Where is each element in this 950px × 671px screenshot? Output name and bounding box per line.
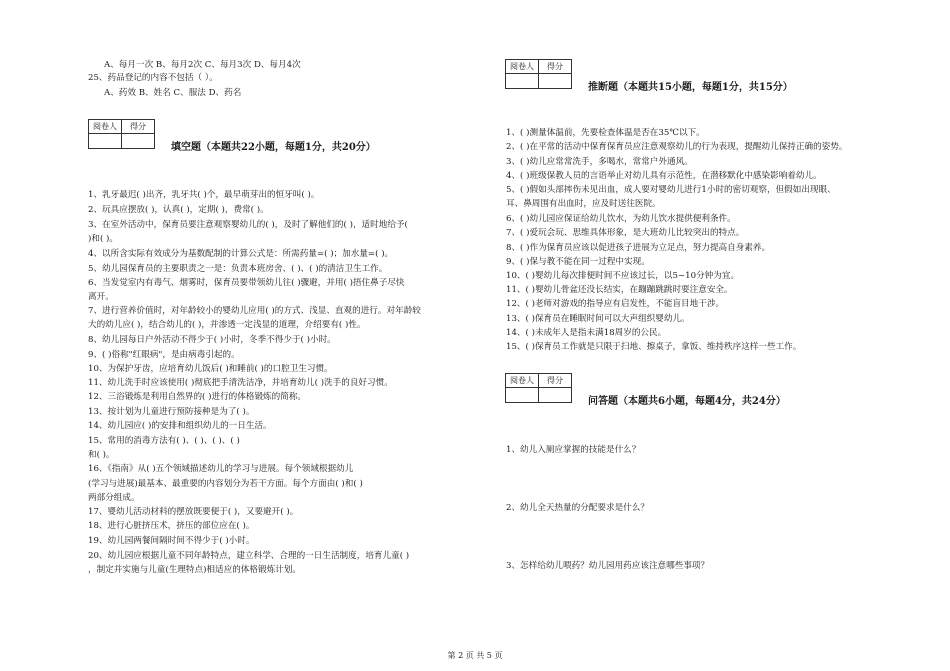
fill-blank-line: 12、三浴锻炼是利用自然界的( )进行的体格锻炼的简称。 [88, 392, 307, 402]
fill-blank-section-title: 填空题（本题共22小题，每题1分，共20分） [171, 142, 376, 153]
reviewer-cell [506, 388, 539, 403]
fill-blank-score-box [88, 119, 155, 149]
judge-line: 4、( )班级保教人员的言语举止对幼儿具有示范性，在潜移默化中感染影响着幼儿。 [506, 171, 822, 181]
judge-line: 13、( )保育员在睡眠时间可以大声组织婴幼儿。 [506, 314, 690, 324]
fill-blank-line: 19、幼儿园两餐间隔时间不得少于( )小时。 [88, 536, 255, 546]
fill-blank-line: 7、进行营养价值时，对年龄较小的婴幼儿应用( )的方式、浅显、直观的进行。对年龄较 [88, 306, 421, 316]
fill-blank-line: 1、乳牙最迟( )出齐，乳牙共( )个，最早萌芽出的恒牙叫( )。 [88, 190, 320, 200]
fill-blank-line: 13、按计划为儿童进行预防接种是为了( )。 [88, 407, 255, 417]
fill-blank-line: 15、常用的消毒方法有( )、( )、( )、( ) [88, 436, 240, 446]
fill-blank-line: 18、进行心脏挤压术，挤压的部位应在( )。 [88, 521, 255, 531]
fill-blank-line: 11、幼儿洗手时应该使用( )彻底把手清洗洁净，并培育幼儿( )洗手的良好习惯。 [88, 378, 393, 388]
judge-line: 耳、鼻周围有出血时，应及时送往医院。 [506, 199, 661, 209]
fill-blank-line: 20、幼儿园应根据儿童不同年龄特点，建立科学、合理的一日生活制度，培育儿童( ) [88, 551, 410, 561]
fill-blank-line: 大的幼儿应( )，结合幼儿的( )，并渗透一定浅显的道理，介绍要有( )性。 [88, 320, 366, 330]
score-label: 得分 [122, 120, 155, 134]
fill-blank-line: 6、当发觉室内有毒气、烟雾时，保育员要带领幼儿往( )骤避，并用( )捂住鼻子尽快 [88, 278, 405, 288]
score-cell [539, 388, 572, 403]
judge-line: 14、( )未成年人是指未满18周岁的公民。 [506, 328, 667, 338]
judge-line: 2、( )在平常的活动中保育保育员应注意观察幼儿的行为表现，提醒幼儿保持正确的姿势。 [506, 142, 848, 152]
fill-blank-line: 14、幼儿园应( )的安排和组织幼儿的一日生活。 [88, 421, 272, 431]
judge-line: 9、( )保与教不能在同一过程中实现。 [506, 257, 650, 267]
question-25: 25、药品登记的内容不包括（ ）。 [88, 73, 218, 83]
judge-line: 11、( )婴幼儿骨盆还没长结实，在蹦蹦跳跳时要注意安全。 [506, 285, 733, 295]
reviewer-cell [89, 134, 122, 149]
score-label: 得分 [539, 60, 572, 74]
judge-line: 1、( )测量体温前，先要检查体温是否在35℃以下。 [506, 128, 705, 138]
fill-blank-line: 3、在室外活动中，保育员要注意观察婴幼儿的( )，及时了解他们的( )，适时地给予( [88, 220, 408, 230]
judge-line: 10、( )婴幼儿每次排便时间不应该过长，以5~10分钟为宜。 [506, 271, 740, 281]
reviewer-label: 阅卷人 [506, 374, 539, 388]
judge-section-title: 推断题（本题共15小题，每题1分，共15分） [588, 82, 793, 93]
fill-blank-line: )和( )。 [88, 234, 118, 244]
fill-blank-line: 16、《指南》从( )五个领域描述幼儿的学习与进展。每个领域根据幼儿 [88, 464, 354, 474]
reviewer-cell [506, 74, 539, 89]
fill-blank-line: 4、以所含实际有效成分为基数配制的计算公式是：所需药量=( )；加水量=( )。 [88, 249, 394, 259]
qa-question: 2、幼儿全天热量的分配要求是什么？ [506, 503, 649, 513]
fill-blank-line: 8、幼儿园每日户外活动不得少于( )小时，冬季不得少于( )小时。 [88, 335, 336, 345]
fill-blank-line: 2、玩具应摆放( )，认真( )，定期( )，费常( )。 [88, 205, 269, 215]
question-24-options: A、每月一次 B、每月2次 C、每月3次 D、每月4次 [104, 60, 301, 70]
qa-section-title: 问答题（本题共6小题，每题4分，共24分） [588, 396, 786, 407]
fill-blank-line: 和( )。 [88, 450, 115, 460]
judge-line: 15、( )保育员工作就是只限于扫地、擦桌子，拿饭、维持秩序这样一些工作。 [506, 342, 802, 352]
fill-blank-line: 两部分组成。 [88, 493, 140, 503]
judge-line: 12、( )老师对游戏的指导应有启发性，不能盲目地干涉。 [506, 299, 725, 309]
fill-blank-line: (学习与进展)最基本、最重要的内容划分为若干方面。每个方面由( )和( ) [88, 479, 363, 489]
qa-score-box [505, 373, 572, 403]
judge-line: 3、( )幼儿应常常洗手，多喝水，常常户外通风。 [506, 157, 693, 167]
score-cell [539, 74, 572, 89]
judge-line: 7、( )爱玩会玩、思维具体形象，是大班幼儿比较突出的特点。 [506, 228, 745, 238]
page-footer: 第 2 页 共 5 页 [447, 651, 503, 660]
fill-blank-line: 9、( )俗称"红眼病"，是由病毒引起的。 [88, 350, 240, 360]
reviewer-label: 阅卷人 [89, 120, 122, 134]
fill-blank-line: 离开。 [88, 292, 114, 302]
qa-question: 3、怎样给幼儿喂药？幼儿园用药应该注意哪些事项？ [506, 561, 710, 571]
fill-blank-line: 5、幼儿园保育员的主要职责之一是：负责本班房舍、( )、( )的清洁卫生工作。 [88, 264, 388, 274]
fill-blank-line: ，制定并实施与儿童(生理特点)相适应的体格锻炼计划。 [88, 565, 301, 575]
fill-blank-line: 10、为保护牙齿，应培育幼儿饭后( )和睡前( )的口腔卫生习惯。 [88, 364, 333, 374]
judge-line: 8、( )作为保育员应该以促进孩子进展为立足点，努力提高自身素养。 [506, 243, 771, 253]
qa-question: 1、幼儿入厕应掌握的技能是什么？ [506, 445, 641, 455]
question-25-options: A、药效 B、姓名 C、服法 D、药名 [104, 88, 242, 98]
score-label: 得分 [539, 374, 572, 388]
judge-score-box [505, 59, 572, 89]
judge-line: 5、( )假如头部摔伤未见出血，成人要对婴幼儿进行1小时的密切观察，但假如出现眼、 [506, 185, 836, 195]
score-cell [122, 134, 155, 149]
judge-line: 6、( )幼儿园应保证给幼儿饮水，为幼儿饮水提供便利条件。 [506, 214, 736, 224]
reviewer-label: 阅卷人 [506, 60, 539, 74]
fill-blank-line: 17、婴幼儿活动材料的摆放既要便于( )，又要避开( )。 [88, 507, 299, 517]
